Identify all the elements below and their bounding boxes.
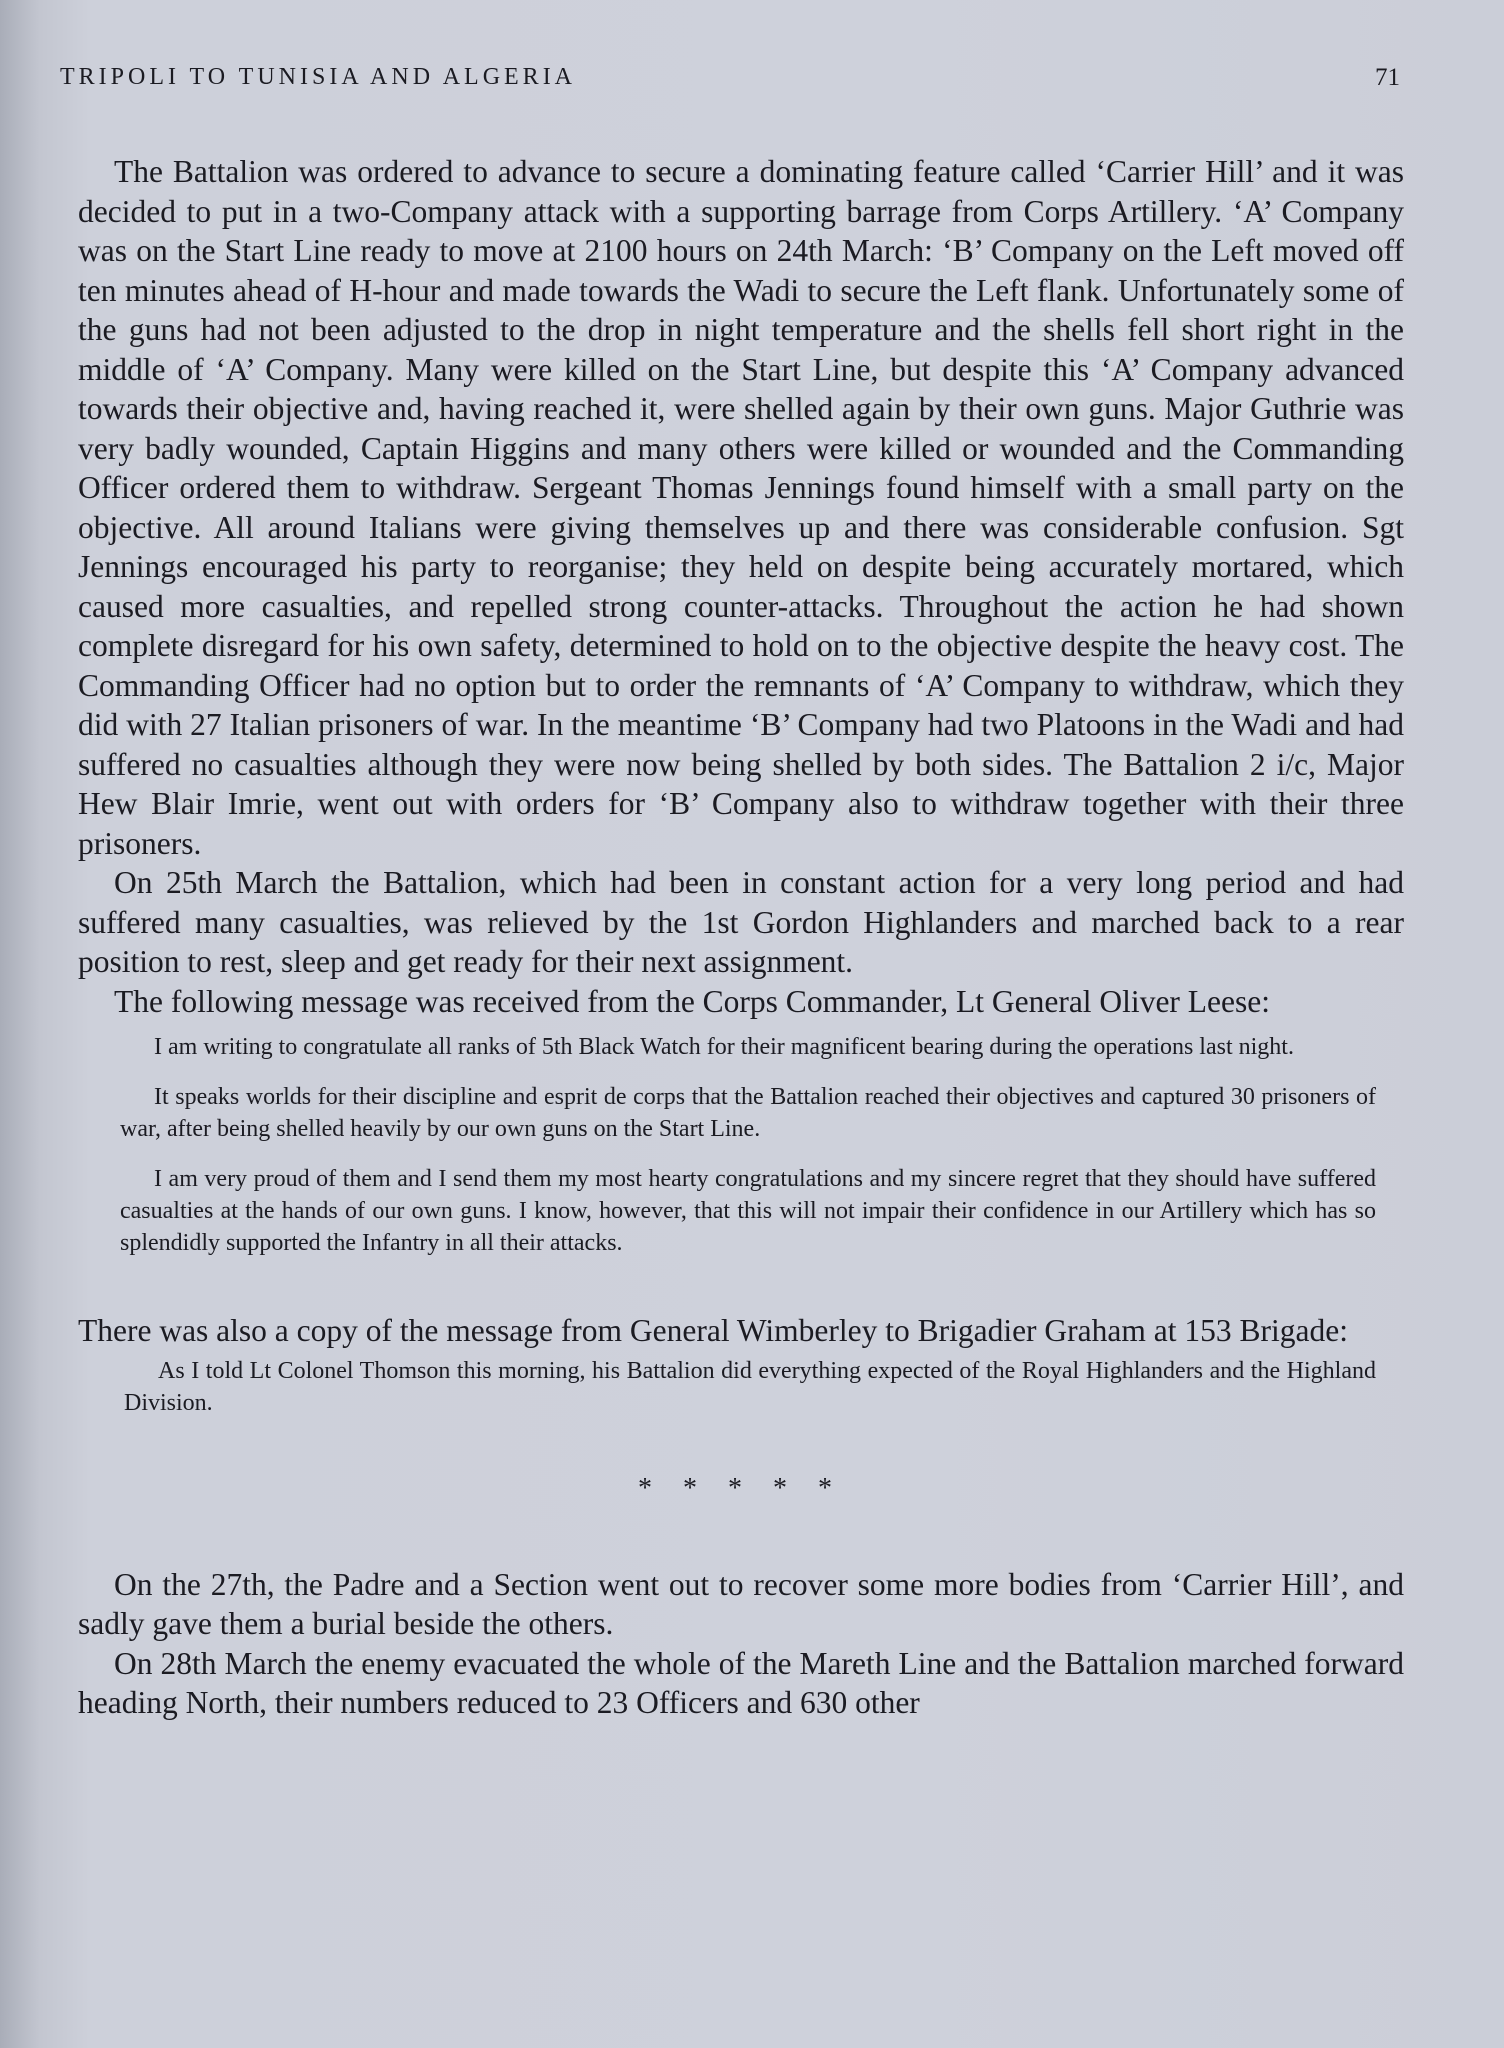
quote-leese-2: It speaks worlds for their discipline and esprit de corps that the Battalion reached their objectives and captured 30 prisoners of war, after being shelled heavily by our own guns on the Start Line. — [120, 1084, 1376, 1142]
quote-leese-3: I am very proud of them and I send them my most hearty congratulations and my sincere regret that they should have suffered casualties at the hands of our own guns. I know, however, that this will not impair their confidence in our Artillery which has so splendidly supported the Infantry in all their attacks. — [120, 1166, 1376, 1256]
page-header — [60, 64, 1400, 104]
body-text — [78, 152, 1404, 1723]
section-separator: * * * * * — [638, 1472, 844, 1504]
paragraph-relief: On 25th March the Battalion, which had been in constant action for a very long period and had suffered many casualties, was relieved by the 1st Gordon Highlanders and marched back to a rear position to rest, sleep and get ready for their next assignment. — [78, 865, 1404, 979]
paragraph-wimberley-intro: There was also a copy of the message from General Wimberley to Brigadier Graham at 153 Brigade: — [78, 1313, 1348, 1348]
quote-leese-1: I am writing to congratulate all ranks of 5th Black Watch for their magnificent bearing during the operations last night. — [154, 1034, 1294, 1060]
quote-wimberley: As I told Lt Colonel Thomson this morning, his Battalion did everything expected of the Royal Highlanders and the Highland Division. — [124, 1357, 1376, 1416]
running-head: TRIPOLI TO TUNISIA AND ALGERIA — [60, 64, 577, 90]
paragraph-message-intro: The following message was received from the Corps Commander, Lt General Oliver Leese: — [114, 983, 1270, 1019]
paragraph-padre: On the 27th, the Padre and a Section went out to recover some more bodies from ‘Carrier Hill’, and sadly gave them a burial beside the others. — [78, 1566, 1404, 1641]
spacer — [78, 1277, 1404, 1311]
paragraph-mareth-line: On 28th March the enemy evacuated the whole of the Mareth Line and the Battalion marched forward heading North, their numbers reduced to 23 Officers and 630 other — [78, 1645, 1404, 1720]
page-number: 71 — [1375, 64, 1400, 91]
paragraph-carrier-hill-attack: The Battalion was ordered to advance to secure a dominating feature called ‘Carrier Hill’ and it was decided to put in a two-Company attack with a supporting barrage from Corps Artillery. ‘A’ Company was on the Start Line ready to move at 2100 hours on 24th March: ‘B’ Company on the Left moved off ten minutes ahead of H-hour and made towards the Wadi to secure the Left flank. Unfortunately some of the guns had not been adjusted to the drop in night temperature and the shells fell short right in the middle of ‘A’ Company. Many were killed on the Start Line, but despite this ‘A’ Company advanced towards their objective and, having reached it, were shelled again by their own guns. Major Guthrie was very badly wounded, Captain Higgins and many others were killed or wounded and the Commanding Officer ordered them to withdraw. Sergeant Thomas Jennings found himself with a small party on the objective. All around Italians were giving themselves up and there was considerable confusion. Sgt Jennings encouraged his party to reorganise; they held on despite being accurately mortared, which caused more casualties, and repelled strong counter-attacks. Throughout the action he had shown complete disregard for his own safety, determined to hold on to the objective despite the heavy cost. The Commanding Officer had no option but to order the remnants of ‘A’ Company to withdraw, which they did with 27 Italian prisoners of war. In the meantime ‘B’ Company had two Platoons in the Wadi and had suffered no casualties although they were now being shelled by both sides. The Battalion 2 i/c, Major Hew Blair Imrie, went out with orders for ‘B’ Company also to withdraw together with their three prisoners. — [78, 154, 1404, 861]
